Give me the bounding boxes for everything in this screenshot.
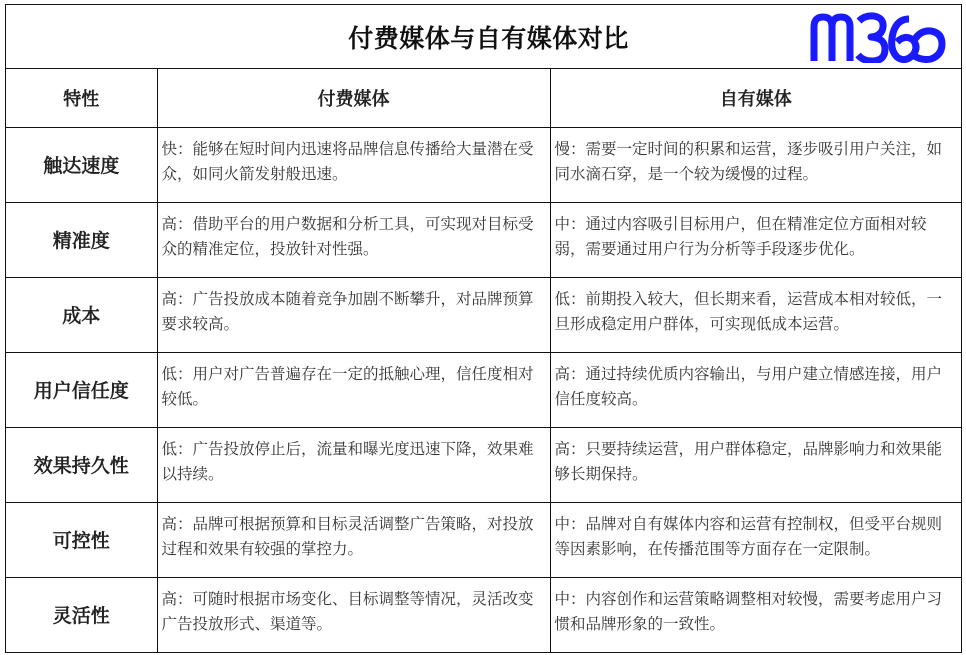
header-feature: 特性 xyxy=(6,69,157,127)
header-owned-media: 自有媒体 xyxy=(550,69,961,127)
owned-media-cell: 中：通过内容吸引目标用户，但在精准定位方面相对较弱，需要通过用户行为分析等手段逐步优化。 xyxy=(550,202,961,277)
owned-media-cell: 慢：需要一定时间的积累和运营，逐步吸引用户关注，如同水滴石穿，是一个较为缓慢的过程。 xyxy=(550,127,961,202)
owned-media-cell: 低：前期投入较大，但长期来看，运营成本相对较低，一旦形成稳定用户群体，可实现低成本运营。 xyxy=(550,277,961,352)
table-row xyxy=(6,352,961,427)
owned-media-cell: 中：内容创作和运营策略调整相对较慢，需要考虑用户习惯和品牌形象的一致性。 xyxy=(550,577,961,652)
comparison-table xyxy=(6,69,961,652)
header-paid-media: 付费媒体 xyxy=(157,69,550,127)
feature-cell: 用户信任度 xyxy=(6,352,157,427)
owned-media-cell: 高：只要持续运营，用户群体稳定，品牌影响力和效果能够长期保持。 xyxy=(550,427,961,502)
m360-logo-icon xyxy=(809,11,947,63)
feature-cell: 灵活性 xyxy=(6,577,157,652)
feature-cell: 效果持久性 xyxy=(6,427,157,502)
paid-media-cell: 高：借助平台的用户数据和分析工具，可实现对目标受众的精准定位，投放针对性强。 xyxy=(157,202,550,277)
table-row xyxy=(6,127,961,202)
feature-cell: 触达速度 xyxy=(6,127,157,202)
paid-media-cell: 快：能够在短时间内迅速将品牌信息传播给大量潜在受众，如同火箭发射般迅速。 xyxy=(157,127,550,202)
table-row xyxy=(6,277,961,352)
paid-media-cell: 低：广告投放停止后，流量和曝光度迅速下降，效果难以持续。 xyxy=(157,427,550,502)
table-row xyxy=(6,577,961,652)
paid-media-cell: 高：可随时根据市场变化、目标调整等情况，灵活改变广告投放形式、渠道等。 xyxy=(157,577,550,652)
table-row xyxy=(6,202,961,277)
feature-cell: 可控性 xyxy=(6,502,157,577)
owned-media-cell: 高：通过持续优质内容输出，与用户建立情感连接，用户信任度较高。 xyxy=(550,352,961,427)
paid-media-cell: 高：品牌可根据预算和目标灵活调整广告策略，对投放过程和效果有较强的掌控力。 xyxy=(157,502,550,577)
paid-media-cell: 高：广告投放成本随着竞争加剧不断攀升，对品牌预算要求较高。 xyxy=(157,277,550,352)
paid-media-cell: 低：用户对广告普遍存在一定的抵触心理，信任度相对较低。 xyxy=(157,352,550,427)
page-title: 付费媒体与自有媒体对比 xyxy=(348,23,629,53)
comparison-sheet xyxy=(5,4,962,653)
table-row xyxy=(6,502,961,577)
feature-cell: 精准度 xyxy=(6,202,157,277)
title-row xyxy=(6,5,961,69)
table-row xyxy=(6,427,961,502)
owned-media-cell: 中：品牌对自有媒体内容和运营有控制权，但受平台规则等因素影响，在传播范围等方面存在一定限制。 xyxy=(550,502,961,577)
table-header-row xyxy=(6,69,961,127)
feature-cell: 成本 xyxy=(6,277,157,352)
